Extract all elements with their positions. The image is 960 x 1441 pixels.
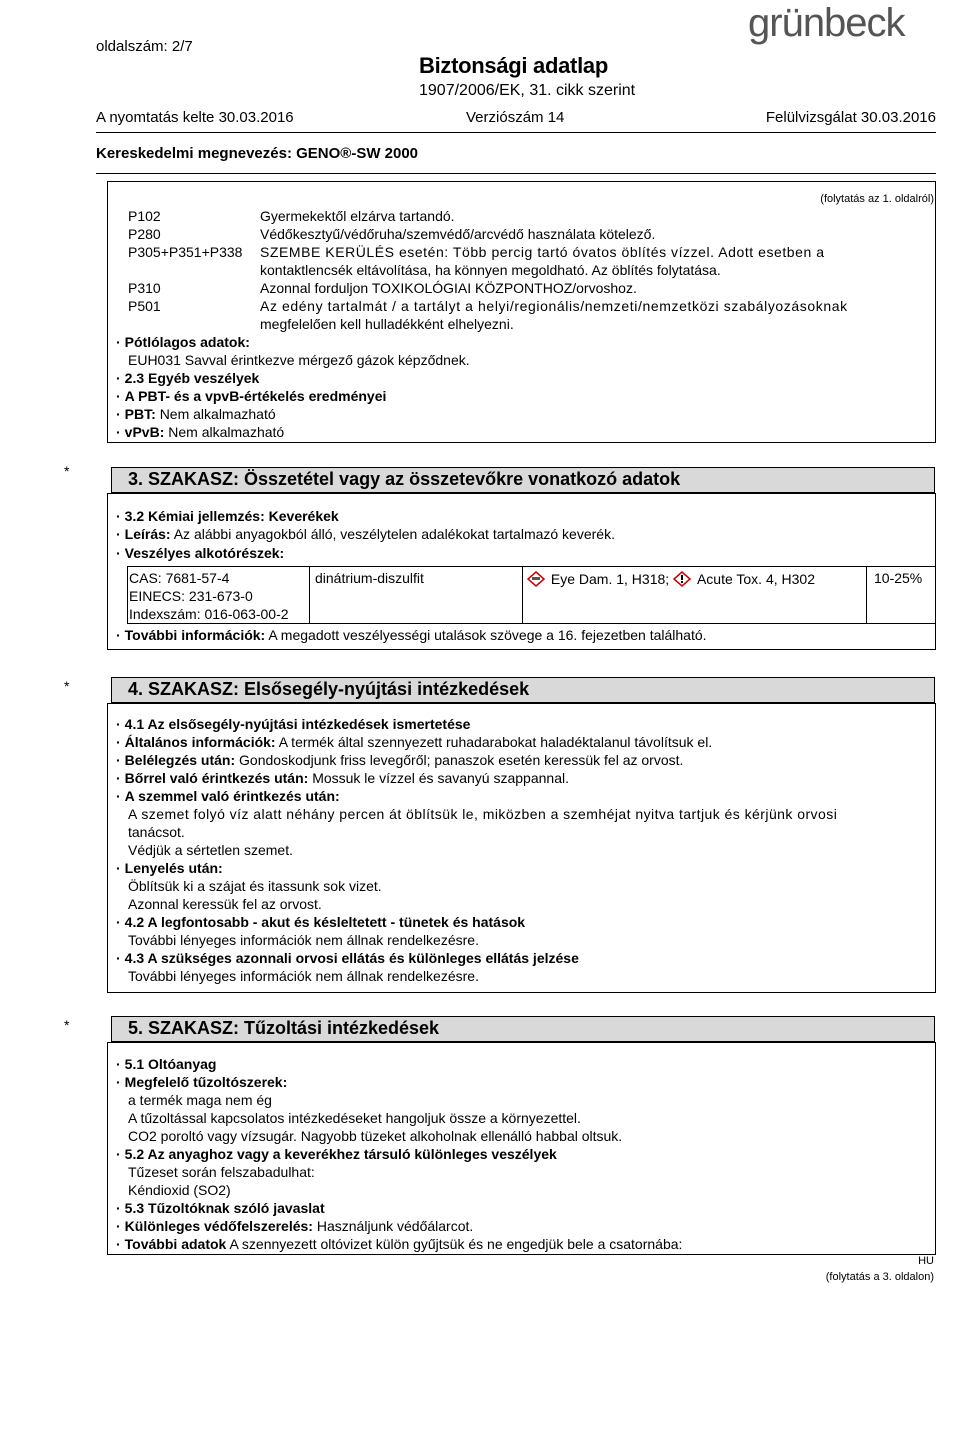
brand-logo [748, 0, 928, 46]
pbt-line: · PBT: Nem alkalmazható [116, 405, 276, 423]
euh-statement: EUH031 Savval érintkezve mérgező gázok képződnek. [128, 352, 470, 368]
hazardous-components-table [127, 566, 936, 626]
medical-attention-heading: · 4.3 A szükséges azonnali orvosi ellátás és különleges ellátás jelzése [116, 949, 579, 967]
additional-info-line: · További adatok A szennyezett oltóvizet külön gyűjtsük és ne engedjük bele a csatornába: [116, 1235, 682, 1253]
section-4-heading: 4. SZAKASZ: Elsősegély-nyújtási intézkedések [111, 677, 935, 703]
classification-line: Eye Dam. 1, H318; Acute Tox. 4, H302 [527, 570, 815, 588]
p-code: P280 [128, 226, 161, 242]
pbt-result-heading: · A PBT- és a vpvB-értékelés eredményei [116, 387, 386, 405]
p-text-continued: kontaktlencsék eltávolítása, ha könnyen megoldható. Az öblítés folytatása. [260, 262, 721, 278]
exclamation-hazard-icon [673, 571, 691, 587]
p-code: P102 [128, 208, 161, 224]
suitable-media-text: CO2 poroltó vagy vízsugár. Nagyobb tüzeket alkoholnak ellenálló habbal oltsuk. [128, 1128, 623, 1144]
trade-name-divider [96, 173, 936, 174]
svg-text:grünbeck: grünbeck [748, 1, 905, 45]
revision-marker: * [64, 1017, 70, 1033]
version-number: Verziószám 14 [466, 109, 565, 126]
index-number: Indexszám: 016-063-00-2 [129, 606, 289, 622]
special-hazards-text: Kéndioxid (SO2) [128, 1182, 231, 1198]
ingestion-label: · Lenyelés után: [116, 859, 223, 877]
revision-date: Felülvizsgálat 30.03.2016 [765, 109, 936, 126]
section-5-heading: 5. SZAKASZ: Tűzoltási intézkedések [111, 1016, 935, 1042]
chemical-characterisation: · 3.2 Kémiai jellemzés: Keverékek [116, 507, 339, 525]
language-code: HU [918, 1255, 934, 1267]
eye-contact-text: A szemet folyó víz alatt néhány percen át öblítsük le, miközben a szemhéjat nyitva tartjuk és kérjünk orvosi [128, 806, 838, 822]
p-code: P305+P351+P338 [128, 244, 243, 260]
general-info-line: · Általános információk: A termék által szennyezett ruhadarabokat haladéktalanul távolítsuk el. [116, 733, 712, 751]
p-text: Az edény tartalmát / a tartályt a helyi/regionális/nemzeti/nemzetközi szabályozásoknak [260, 298, 848, 314]
special-hazards-heading: · 5.2 Az anyaghoz vagy a keverékhez társuló különleges veszélyek [116, 1145, 557, 1163]
document-title: Biztonsági adatlap [419, 53, 608, 78]
first-aid-description-heading: · 4.1 Az elsősegély-nyújtási intézkedések ismertetése [116, 715, 470, 733]
revision-marker: * [64, 463, 70, 479]
component-name: dinátrium-diszulfit [315, 570, 424, 586]
p-text-continued: megfelelően kell hulladékként elhelyezni. [260, 316, 514, 332]
eye-contact-text: Védjük a sértetlen szemet. [128, 842, 293, 858]
extra-info-label: · Pótlólagos adatok: [116, 333, 250, 351]
firefighter-advice-heading: · 5.3 Tűzoltóknak szóló javaslat [116, 1199, 325, 1217]
concentration-value: 10-25% [874, 570, 923, 586]
ingestion-text: Öblítsük ki a szájat és itassunk sok vizet. [128, 878, 382, 894]
ingestion-text: Azonnal keressük fel az orvost. [128, 896, 322, 912]
skin-contact-line: · Bőrrel való érintkezés után: Mossuk le vízzel és savanyú szappannal. [116, 769, 569, 787]
regulation-reference: 1907/2006/EK, 31. cikk szerint [419, 82, 636, 99]
corrosion-hazard-icon [527, 571, 545, 587]
further-info-line: · További információk: A megadott veszélyességi utalások szövege a 16. fejezetben található. [116, 626, 707, 644]
page-number: oldalszám: 2/7 [96, 38, 193, 55]
p-code: P501 [128, 298, 161, 314]
other-hazards-heading: · 2.3 Egyéb veszélyek [116, 369, 259, 387]
continued-from-note: (folytatás az 1. oldalról) [820, 193, 934, 205]
symptoms-text: További lényeges információk nem állnak rendelkezésre. [128, 932, 479, 948]
description-line: · Leírás: Az alábbi anyagokból álló, veszélytelen adalékokat tartalmazó keverék. [116, 525, 615, 543]
p-text: Gyermekektől elzárva tartandó. [260, 208, 455, 224]
hazardous-components-label: · Veszélyes alkotórészek: [116, 544, 284, 562]
extinguishing-media-heading: · 5.1 Oltóanyag [116, 1055, 216, 1073]
header-divider [96, 132, 936, 133]
section-3-heading: 3. SZAKASZ: Összetétel vagy az összetevőkre vonatkozó adatok [111, 467, 935, 493]
protective-equipment-line: · Különleges védőfelszerelés: Használjunk védőálarcot. [116, 1217, 473, 1235]
suitable-media-label: · Megfelelő tűzoltószerek: [116, 1073, 287, 1091]
symptoms-heading: · 4.2 A legfontosabb - akut és késleltetett - tünetek és hatások [116, 913, 525, 931]
inhalation-line: · Belélegzés után: Gondoskodjunk friss levegőről; panaszok esetén keressük fel az orvost. [116, 751, 683, 769]
cas-number: CAS: 7681-57-4 [129, 570, 230, 586]
suitable-media-text: A tűzoltással kapcsolatos intézkedéseket hangoljuk össze a környezettel. [128, 1110, 581, 1126]
p-text: Azonnal forduljon TOXIKOLÓGIAI KÖZPONTHOZ/orvoshoz. [260, 280, 637, 296]
medical-attention-text: További lényeges információk nem állnak rendelkezésre. [128, 968, 479, 984]
einecs-number: EINECS: 231-673-0 [129, 588, 253, 604]
p-text: SZEMBE KERÜLÉS esetén: Több percig tartó óvatos öblítés vízzel. Adott esetben a [260, 244, 825, 260]
print-date: A nyomtatás kelte 30.03.2016 [96, 109, 294, 126]
revision-marker: * [64, 678, 70, 694]
p-text: Védőkesztyű/védőruha/szemvédő/arcvédő használata kötelező. [260, 226, 656, 242]
eye-contact-text: tanácsot. [128, 824, 185, 840]
eye-contact-label: · A szemmel való érintkezés után: [116, 787, 340, 805]
trade-name: Kereskedelmi megnevezés: GENO®-SW 2000 [96, 145, 419, 162]
p-code: P310 [128, 280, 161, 296]
continued-to-note: (folytatás a 3. oldalon) [825, 1271, 934, 1283]
suitable-media-text: a termék maga nem ég [128, 1092, 272, 1108]
special-hazards-text: Tűzeset során felszabadulhat: [128, 1164, 315, 1180]
vpvb-line: · vPvB: Nem alkalmazható [116, 423, 284, 441]
